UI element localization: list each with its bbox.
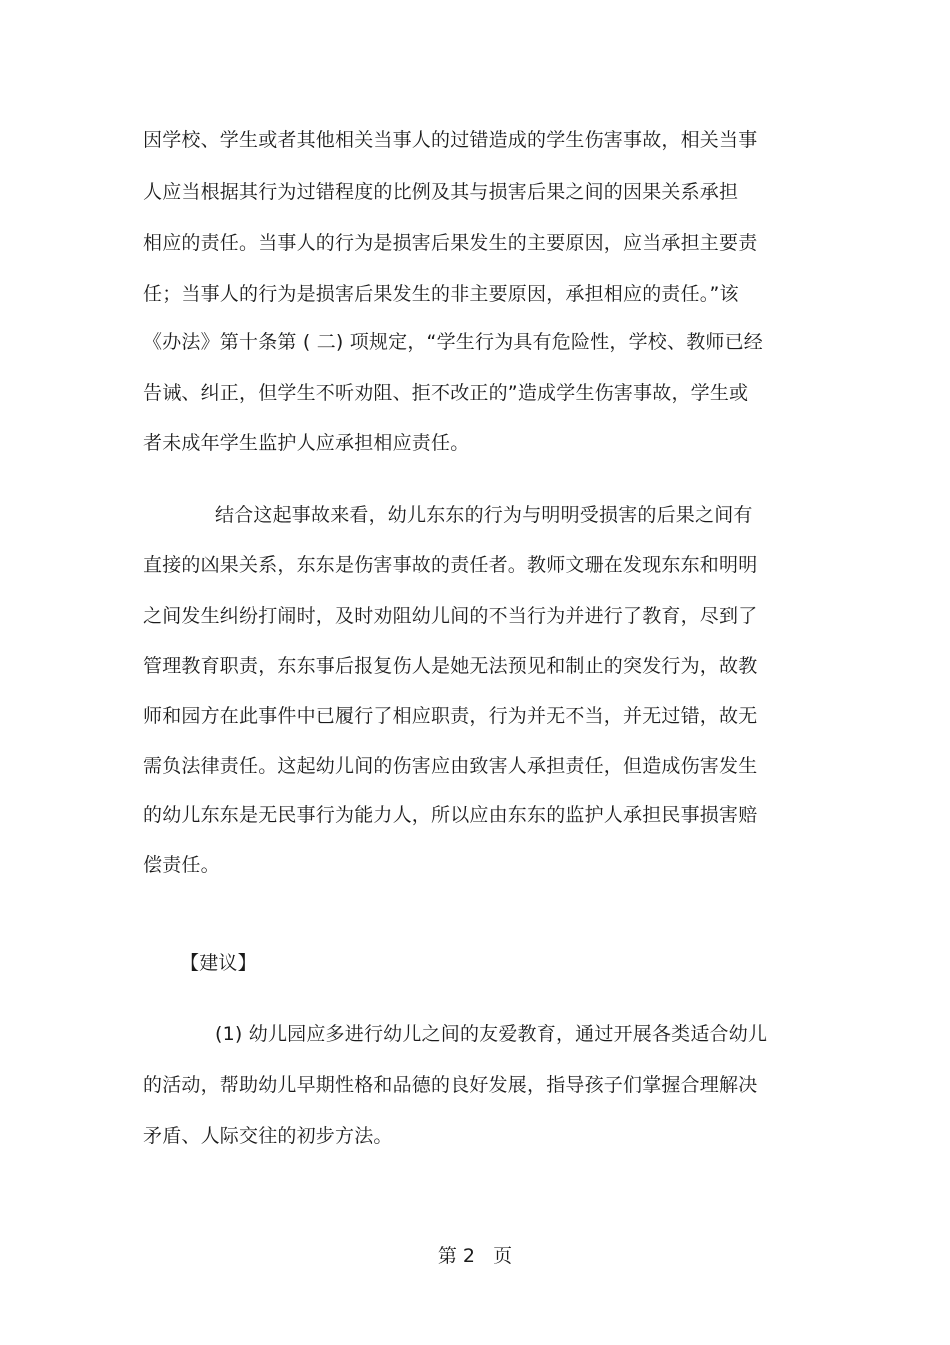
paragraph-3-line-3: 矛盾、人际交往的初步方法。 [143, 1125, 393, 1147]
paragraph-2-line-3: 之间发生纠纷打闹时，及时劝阻幼儿间的不当行为并进行了教育，尽到了 [143, 605, 758, 627]
paragraph-1-line-1: 因学校、学生或者其他相关当事人的过错造成的学生伤害事故，相关当事 [143, 129, 758, 151]
paragraph-2-line-1: 结合这起事故来看，幼儿东东的行为与明明受损害的后果之间有 [215, 504, 753, 526]
paragraph-1-line-5: 《办法》第十条第 ( 二) 项规定，“学生行为具有危险性，学校、教师已经 [143, 331, 763, 353]
page-number: 第 2 页 [437, 1245, 513, 1267]
paragraph-2-line-6: 需负法律责任。这起幼儿间的伤害应由致害人承担责任，但造成伤害发生 [143, 755, 758, 777]
paragraph-2-line-7: 的幼儿东东是无民事行为能力人，所以应由东东的监护人承担民事损害赔 [143, 804, 758, 826]
paragraph-2-line-2: 直接的凶果关系，东东是伤害事故的责任者。教师文珊在发现东东和明明 [143, 554, 758, 576]
paragraph-3-line-2: 的活动，帮助幼儿早期性格和品德的良好发展，指导孩子们掌握合理解决 [143, 1074, 758, 1096]
paragraph-1-line-6: 告诫、纠正，但学生不听劝阻、拒不改正的”造成学生伤害事故，学生或 [143, 382, 749, 404]
paragraph-2-line-4: 管理教育职责，东东事后报复伤人是她无法预见和制止的突发行为，故教 [143, 655, 758, 677]
paragraph-1-line-7: 者未成年学生监护人应承担相应责任。 [143, 432, 470, 454]
paragraph-1-line-4: 任；当事人的行为是损害后果发生的非主要原因，承担相应的责任。”该 [143, 283, 739, 305]
paragraph-3-line-1: (1) 幼儿园应多进行幼儿之间的友爱教育，通过开展各类适合幼儿 [215, 1023, 768, 1045]
paragraph-2-line-5: 师和园方在此事件中已履行了相应职责，行为并无不当，并无过错，故无 [143, 705, 758, 727]
paragraph-1-line-2: 人应当根据其行为过错程度的比例及其与损害后果之间的因果关系承担 [143, 181, 739, 203]
paragraph-2-line-8: 偿责任。 [143, 854, 220, 876]
section-heading: 【建议】 [180, 952, 257, 974]
paragraph-1-line-3: 相应的责任。当事人的行为是损害后果发生的主要原因，应当承担主要责 [143, 232, 758, 254]
